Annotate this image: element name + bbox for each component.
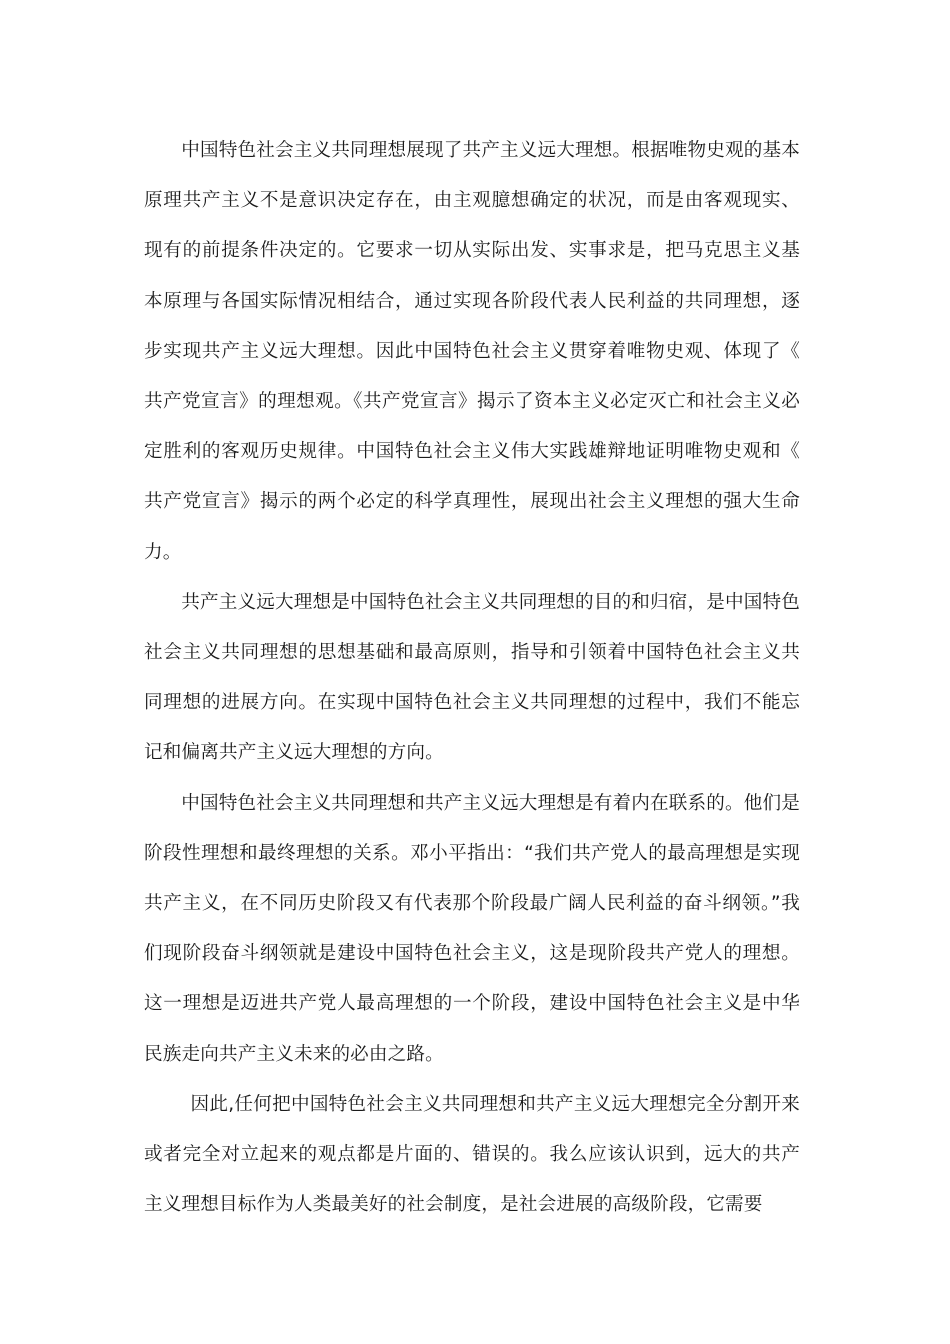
document-body (144, 126, 800, 1230)
paragraph-4: 因此,任何把中国特色社会主义共同理想和共产主义远大理想完全分割开来或者完全对立起来的观点都是片面的、错误的。我么应该认识到，远大的共产主义理想目标作为人类最美好的社会制度，是社会进展的高级阶段，它需要 (144, 1093, 800, 1216)
paragraph-3: 中国特色社会主义共同理想和共产主义远大理想是有着内在联系的。他们是阶段性理想和最终理想的关系。邓小平指出：“我们共产党人的最高理想是实现共产主义，在不同历史阶段又有代表那个阶段最广阔人民利益的奋斗纲领。”我们现阶段奋斗纲领就是建设中国特色社会主义，这是现阶段共产党人的理想。这一理想是迈进共产党人最高理想的一个阶段，建设中国特色社会主义是中华民族走向共产主义未来的必由之路。 (144, 792, 800, 1065)
paragraph-2: 共产主义远大理想是中国特色社会主义共同理想的目的和归宿，是中国特色社会主义共同理想的思想基础和最高原则，指导和引领着中国特色社会主义共同理想的进展方向。在实现中国特色社会主义共同理想的过程中，我们不能忘记和偏离共产主义远大理想的方向。 (144, 591, 800, 764)
paragraph-1: 中国特色社会主义共同理想展现了共产主义远大理想。根据唯物史观的基本原理共产主义不是意识决定存在，由主观臆想确定的状况，而是由客观现实、现有的前提条件决定的。它要求一切从实际出发、实事求是，把马克思主义基本原理与各国实际情况相结合，通过实现各阶段代表人民利益的共同理想，逐步实现共产主义远大理想。因此中国特色社会主义贯穿着唯物史观、体现了《共产党宣言》的理想观。《共产党宣言》揭示了资本主义必定灭亡和社会主义必定胜利的客观历史规律。中国特色社会主义伟大实践雄辩地证明唯物史观和《共产党宣言》揭示的两个必定的科学真理性，展现出社会主义理想的强大生命力。 (144, 140, 800, 563)
